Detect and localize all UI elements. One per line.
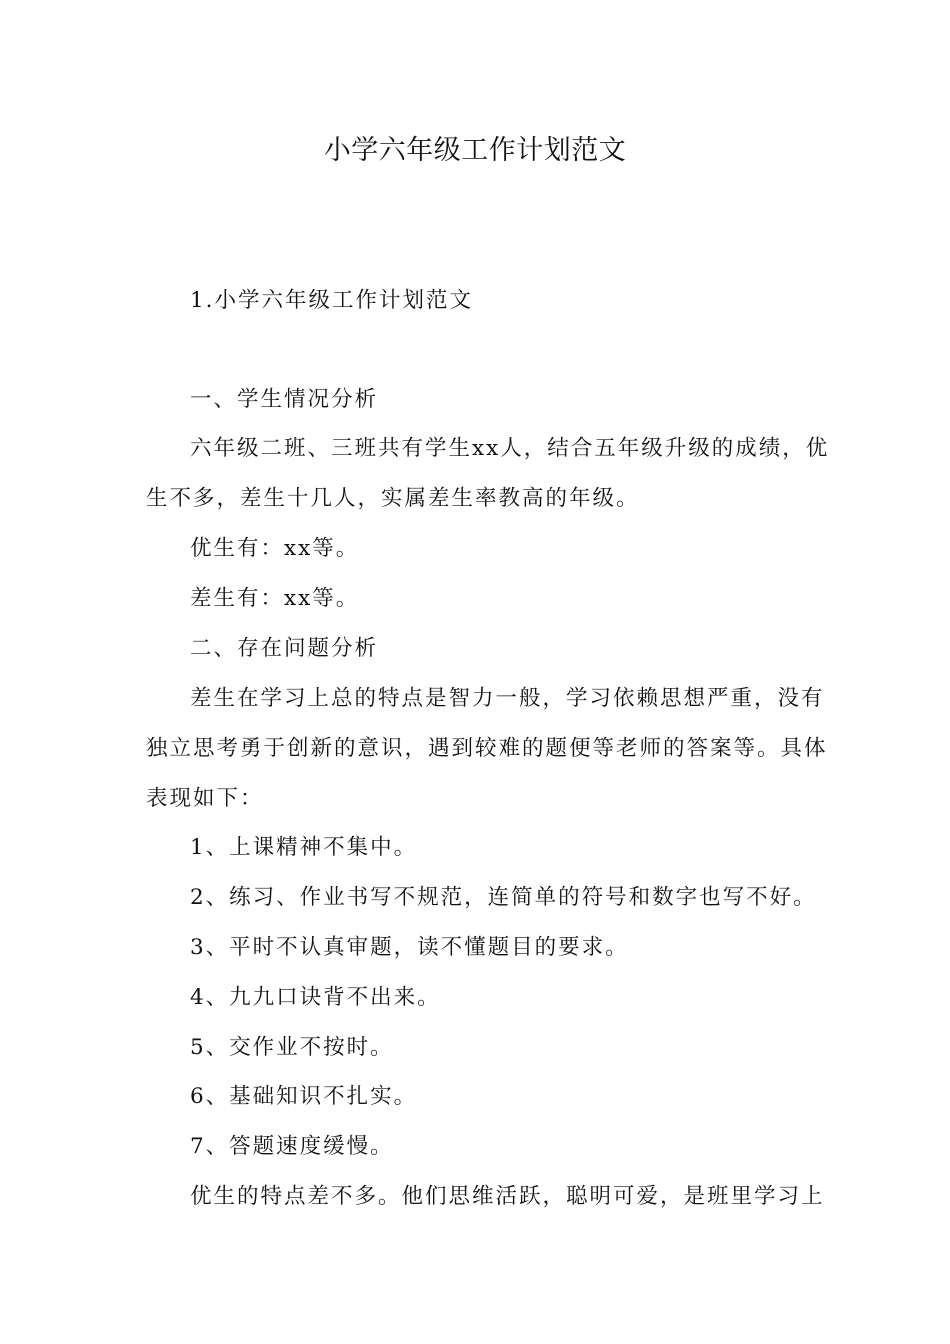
list-item: 5、交作业不按时。 <box>190 1035 394 1060</box>
paragraph-line: 六年级二班、三班共有学生xx人，结合五年级升级的成绩，优 <box>190 436 830 461</box>
list-item: 3、平时不认真审题，读不懂题目的要求。 <box>190 935 629 960</box>
paragraph-line: 生不多，差生十几人，实属差生率教高的年级。 <box>146 486 640 511</box>
section-heading: 1.小学六年级工作计划范文 <box>190 288 474 313</box>
document-title: 小学六年级工作计划范文 <box>323 135 627 166</box>
list-item: 7、答题速度缓慢。 <box>190 1134 394 1159</box>
list-item: 6、基础知识不扎实。 <box>190 1084 418 1109</box>
paragraph-line: 优生有：xx等。 <box>190 536 360 561</box>
section-heading: 一、学生情况分析 <box>190 387 379 412</box>
list-item: 2、练习、作业书写不规范，连简单的符号和数字也写不好。 <box>190 885 817 910</box>
paragraph-line: 表现如下： <box>146 786 264 811</box>
list-item: 1、上课精神不集中。 <box>190 835 418 860</box>
paragraph-line: 优生的特点差不多。他们思维活跃，聪明可爱，是班里学习上 <box>190 1184 825 1209</box>
paragraph-line: 差生在学习上总的特点是智力一般，学习依赖思想严重，没有 <box>190 686 825 711</box>
paragraph-line: 独立思考勇于创新的意识，遇到较难的题便等老师的答案等。具体 <box>146 736 828 761</box>
list-item: 4、九九口诀背不出来。 <box>190 985 441 1010</box>
section-heading: 二、存在问题分析 <box>190 636 379 661</box>
paragraph-line: 差生有：xx等。 <box>190 586 360 611</box>
